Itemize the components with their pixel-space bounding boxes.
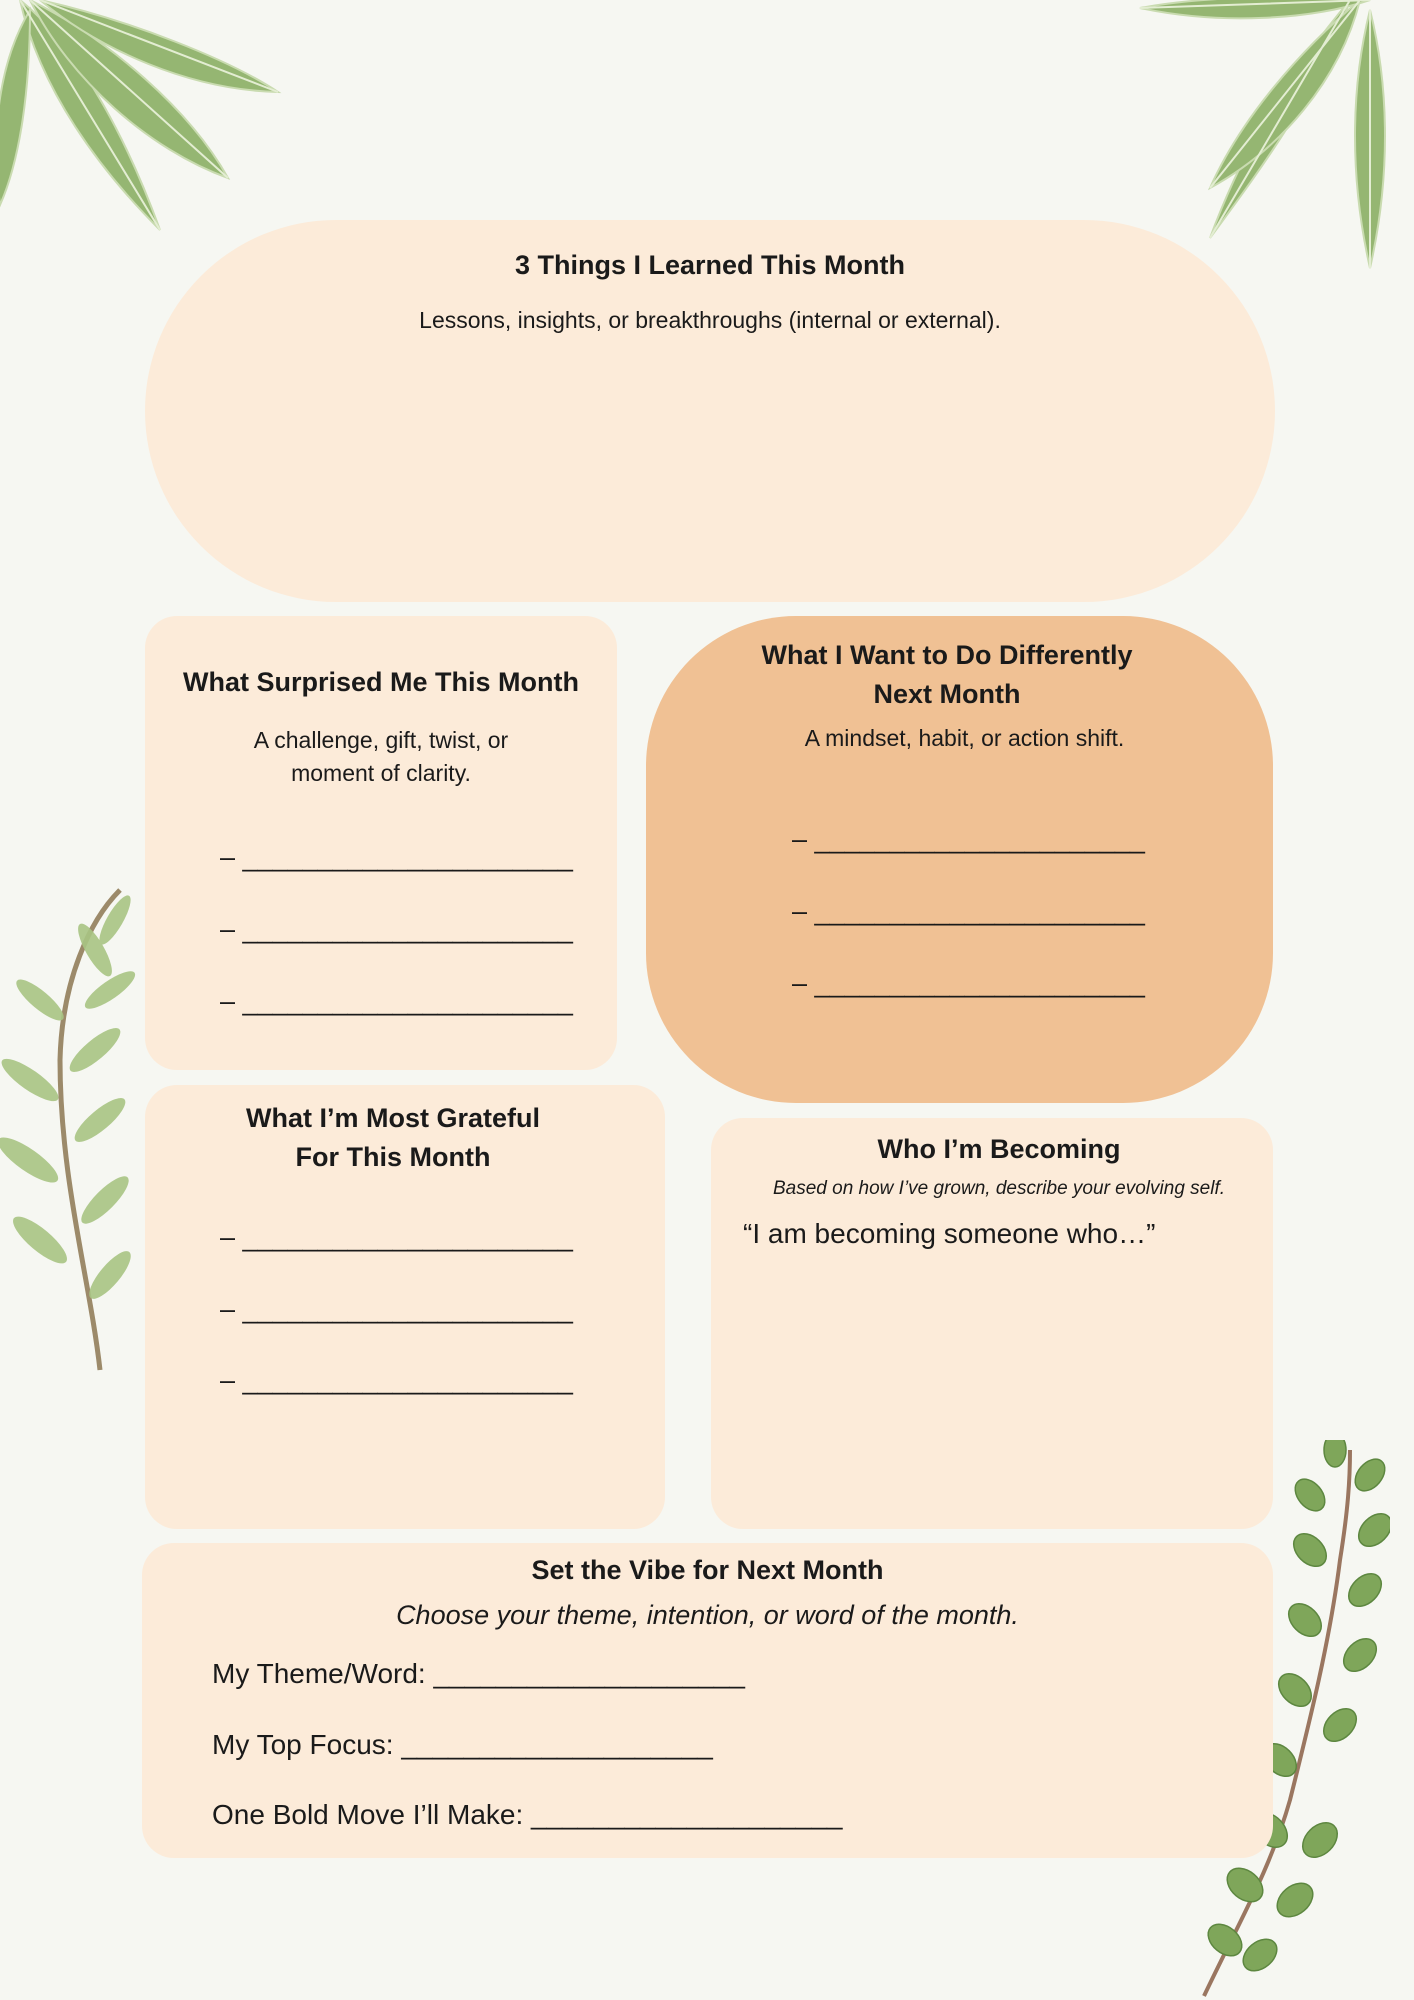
surprised-line-1[interactable]: – ______________________ <box>220 842 573 872</box>
vibe-title: Set the Vibe for Next Month <box>531 1555 884 1585</box>
vibe-subtitle: Choose your theme, intention, or word of the month. <box>396 1600 1019 1630</box>
surprised-subtitle-line1: A challenge, gift, twist, or <box>253 727 509 753</box>
differently-subtitle: A mindset, habit, or action shift. <box>804 725 1125 751</box>
surprised-line-3[interactable]: – ______________________ <box>220 986 573 1016</box>
learned-subtitle: Lessons, insights, or breakthroughs (internal or external). <box>419 307 1001 333</box>
leaf-cluster-top-right-icon <box>1130 0 1414 270</box>
surprised-subtitle-line2: moment of clarity. <box>291 760 471 786</box>
grateful-title-line1: What I’m Most Grateful <box>245 1103 540 1133</box>
differently-title-line2: Next Month <box>873 679 1021 709</box>
differently-line-1[interactable]: – ______________________ <box>792 824 1145 854</box>
differently-title-line1: What I Want to Do Differently <box>761 640 1133 670</box>
leaf-cluster-top-left-icon <box>0 0 290 240</box>
differently-line-2[interactable]: – ______________________ <box>792 896 1145 926</box>
vibe-theme-field[interactable]: My Theme/Word: ____________________ <box>212 1658 745 1689</box>
grateful-line-3[interactable]: – ______________________ <box>220 1365 573 1395</box>
becoming-subtitle: Based on how I’ve grown, describe your evolving self. <box>772 1178 1226 1199</box>
becoming-prompt: “I am becoming someone who…” <box>743 1218 1156 1249</box>
vibe-focus-field[interactable]: My Top Focus: ____________________ <box>212 1729 713 1760</box>
differently-line-3[interactable]: – ______________________ <box>792 968 1145 998</box>
olive-branch-left-icon <box>0 880 140 1380</box>
vibe-card <box>142 1543 1273 1858</box>
differently-card <box>646 616 1273 1103</box>
learned-card <box>145 220 1275 602</box>
surprised-title: What Surprised Me This Month <box>183 667 579 697</box>
surprised-line-2[interactable]: – ______________________ <box>220 914 573 944</box>
becoming-title: Who I’m Becoming <box>877 1134 1121 1164</box>
learned-title: 3 Things I Learned This Month <box>514 250 905 280</box>
becoming-card <box>711 1118 1273 1529</box>
grateful-line-1[interactable]: – ______________________ <box>220 1222 573 1252</box>
grateful-line-2[interactable]: – ______________________ <box>220 1294 573 1324</box>
surprised-card <box>145 616 617 1070</box>
vibe-bold-move-field[interactable]: One Bold Move I’ll Make: ____________________ <box>212 1799 843 1830</box>
grateful-card <box>145 1085 665 1529</box>
grateful-title-line2: For This Month <box>295 1142 491 1172</box>
